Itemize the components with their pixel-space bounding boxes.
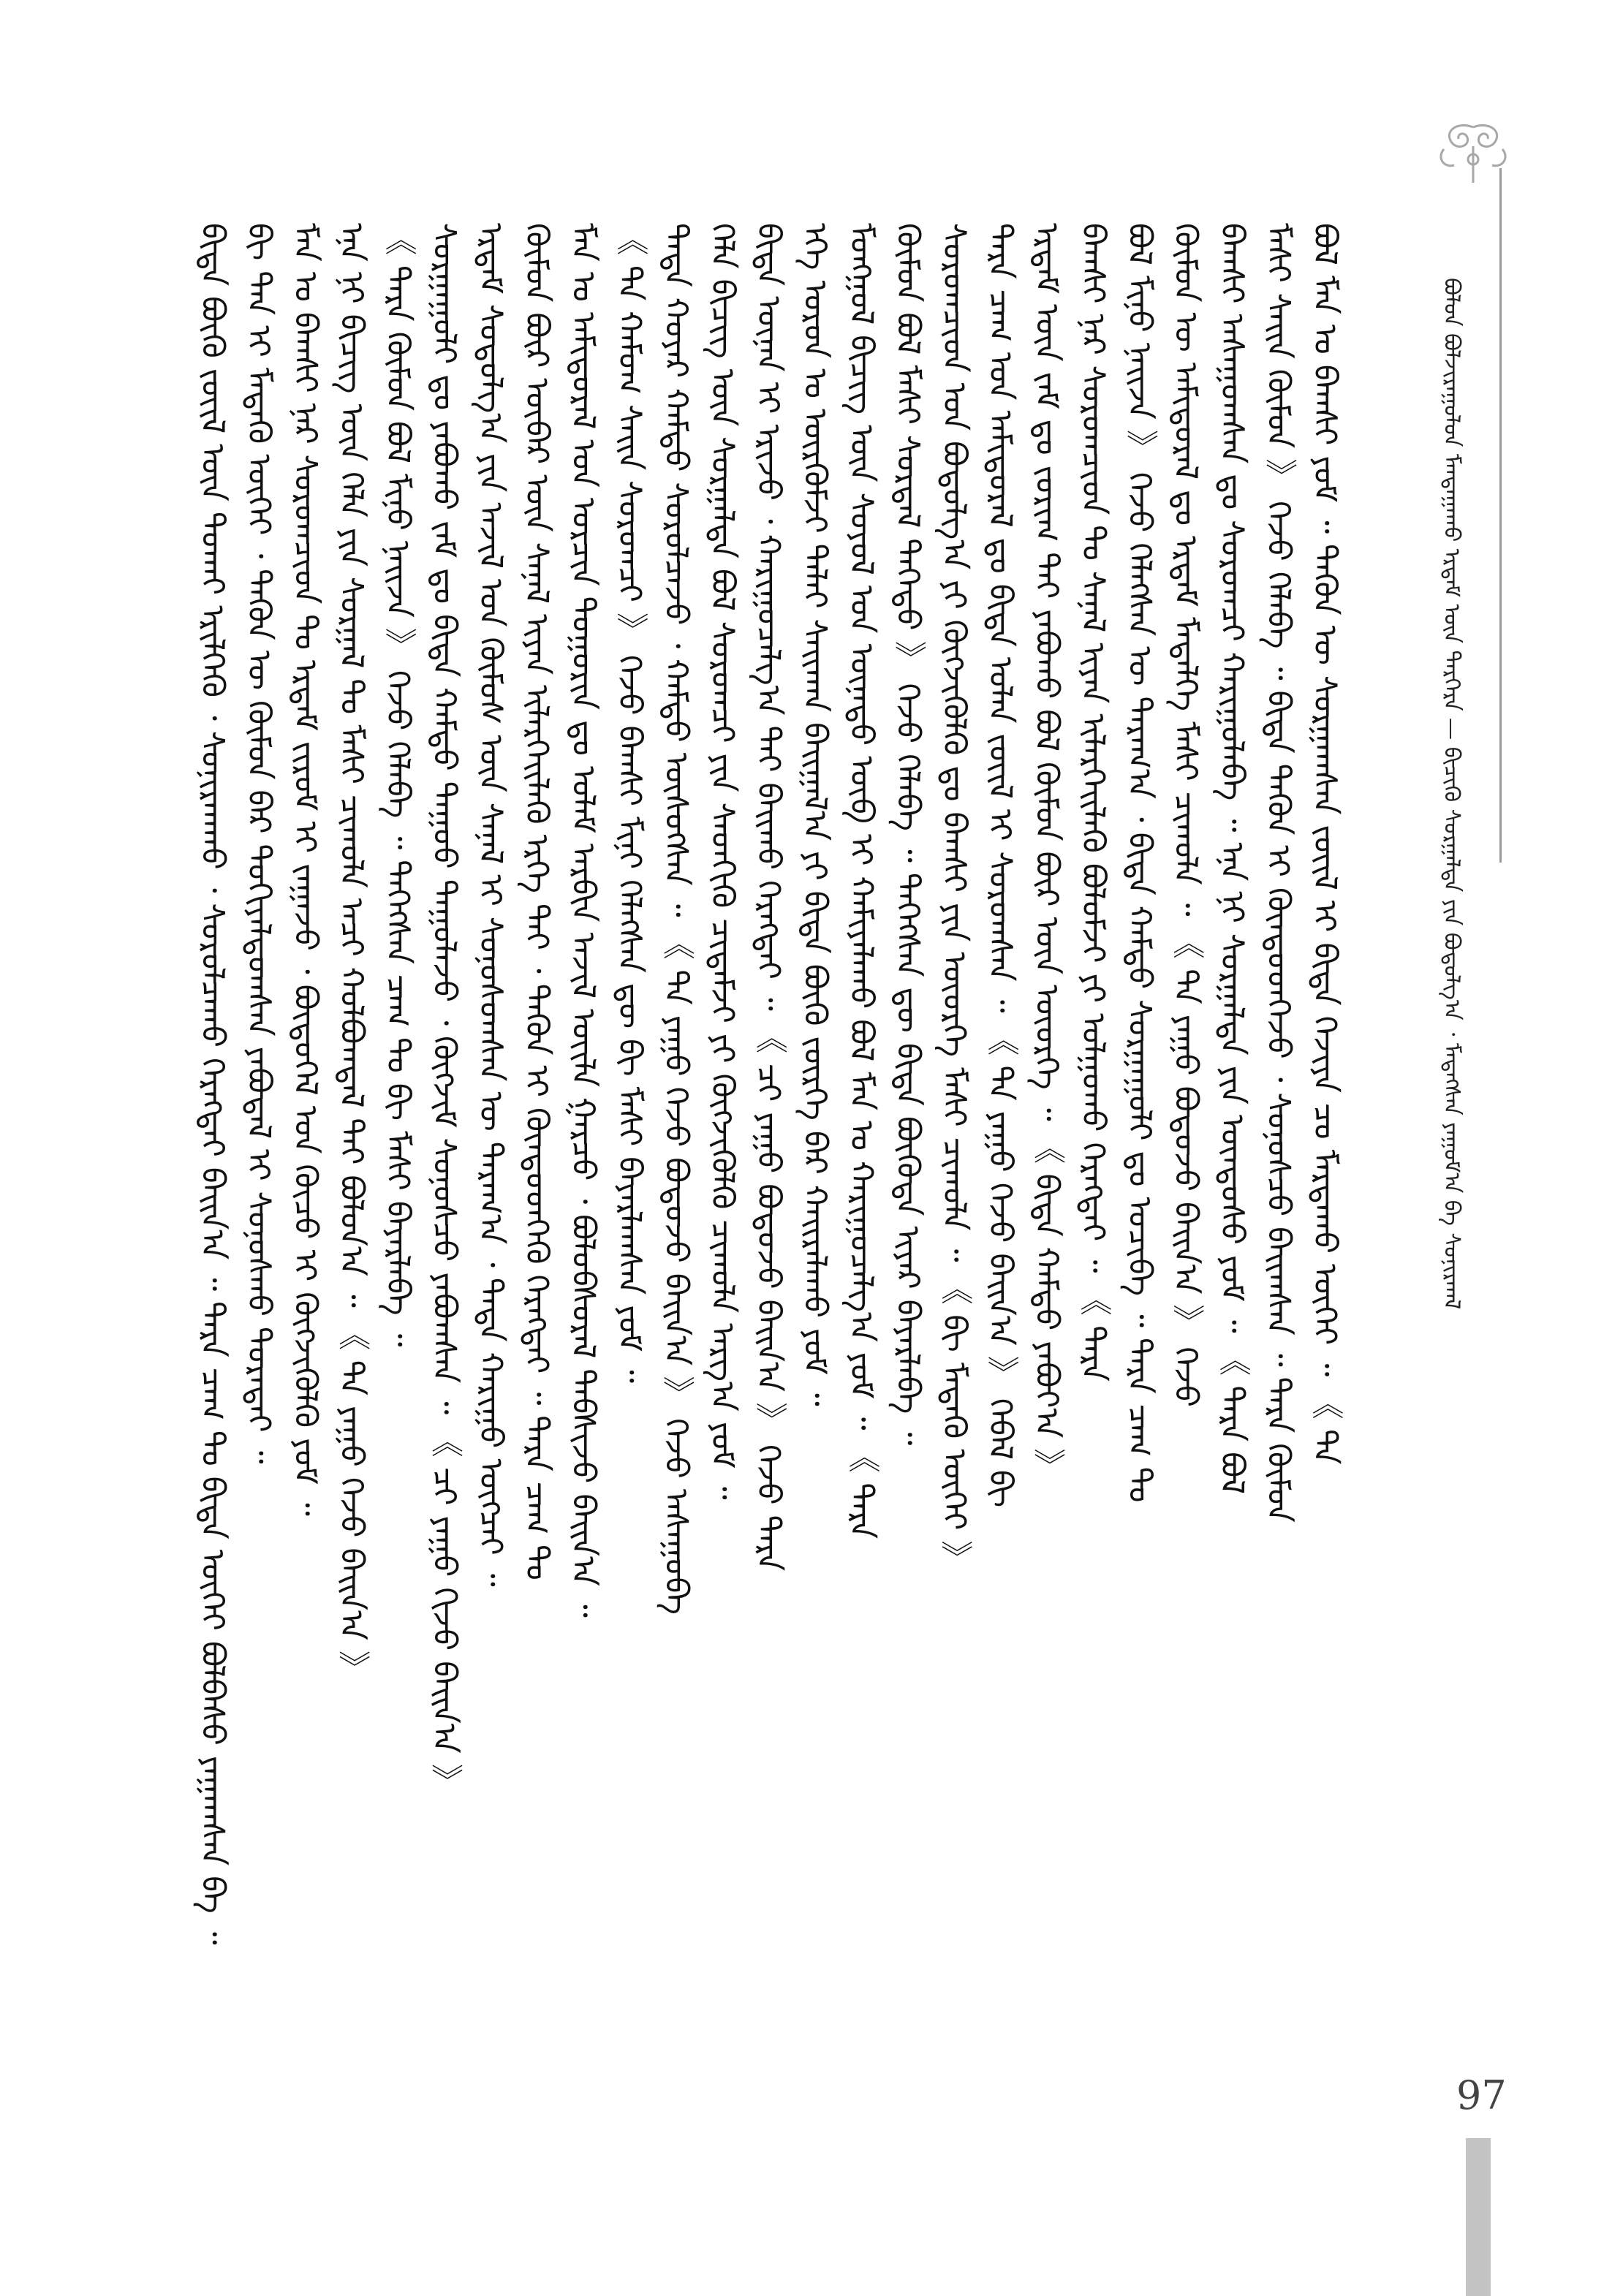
text-line: ᠮᠠᠨ ᠤ ᠠᠮᠢᠳᠤᠷᠠᠯ ᠤᠨ ᠣᠷᠴᠢᠨ ᠲᠣᠭᠣᠷᠢᠨ ᠳᠤ ᠤᠯᠠᠮ ᠠᠷᠪᠢᠨ ᠠᠵᠢᠯ ᠦᠢᠯᠡ ᠭᠠᠷᠴᠤ ᠂ ᠪᠣᠯᠤᠪᠰᠤᠷᠠᠯ ᠳᠡᠪᠰᠢᠵᠦ ᠪᠠᠢᠨ᠎ᠠ ᠃ [564, 223, 602, 1618]
text-line: ᠮᠠᠰᠢ ᠰᠠᠢᠨ ᠬᠦᠮᠦᠨ 》 ᠭᠡᠵᠦ ᠬᠡᠯᠡᠪᠡ ᠃ ᠪᠢᠳᠡ ᠲᠡᠭᠦᠨ ᠢ ᠬᠦᠨᠳᠦᠳᠬᠡᠵᠦ ᠂ ᠰᠣᠨᠣᠰᠴᠤ ᠪᠠᠢᠭᠰᠠᠨ ᠃ ᠲᠡᠷᠡ ᠬᠦᠮᠦᠨ [1259, 223, 1297, 1523]
text-line: ᠮᠣᠩᠭᠣᠯ ᠪᠢᠴᠢᠭ᠌ ᠦᠨ ᠰᠣᠶᠣᠯ ᠤᠨ ᠦᠨᠡᠲᠦ ᠥᠪ ᠢ ᠬᠠᠮᠢᠶᠠᠯᠠᠬᠤ ᠪᠣᠯ ᠮᠠᠨ ᠤ ᠬᠠᠷᠢᠭᠤᠴᠠᠯᠭ᠎ᠠ ᠶᠤᠮ ᠃ 《 ᠲᠡᠷᠡ [842, 223, 880, 1539]
text-line: ᠪᠢ ᠲᠠᠨ ᠢ ᠮᠡᠳᠡᠬᠦ ᠦᠭᠡᠢ ᠂ ᠲᠡᠭᠦᠨ ᠦ ᠬᠦᠮᠦᠨ ᠪᠠᠷ ᠲᠣᠬᠢᠶᠠᠯᠳᠤᠭᠰᠠᠨ ᠶᠠᠪᠤᠳᠠᠯ ᠢ ᠰᠣᠨᠣᠰᠬᠤ ᠳᠤᠷᠠᠲᠠᠢ ᠃ [240, 223, 278, 1464]
text-line: ᠪᠣᠯ ᠮᠢᠨᠦ ᠨᠠᠢᠵᠠ 》 ᠭᠡᠵᠦ ᠬᠡᠯᠡᠭᠰᠡᠨ ᠦ ᠳᠠᠷᠠᠭ᠎ᠠ ᠂ ᠪᠢᠳᠡ ᠬᠠᠮᠲᠤ ᠰᠤᠷᠭᠠᠭᠤᠯᠢ ᠳᠤ ᠣᠴᠢᠪᠠ ᠃ ᠲᠡᠷᠡ ᠴᠠᠭ ᠲᠤ [1120, 223, 1158, 1503]
text-line: ᠬᠡᠯᠡ ᠪᠢᠴᠢᠭ᠌ ᠦᠨ ᠰᠤᠷᠭᠠᠯᠲᠠ ᠪᠣᠯ ᠰᠤᠷᠤᠭᠴᠢ ᠶᠢᠨ ᠰᠡᠳᠬᠢᠬᠦ ᠴᠢᠳᠠᠮᠵᠢ ᠶᠢ ᠬᠥᠭᠵᠢᠭᠦᠯᠬᠦ ᠴᠢᠬᠤᠯᠠ ᠠᠷᠭ᠎ᠠ ᠶᠤᠮ ᠃ [703, 223, 741, 1500]
text-line: 《 ᠲᠠ ᠬᠠᠮᠤᠭ ᠰᠠᠢᠨ ᠰᠤᠷᠤᠭᠴᠢ 》 ᠭᠡᠵᠦ ᠪᠠᠭᠰᠢ ᠮᠢᠨᠢ ᠬᠡᠯᠡᠭᠰᠡᠨ ᠳᠦ ᠪᠢ ᠮᠠᠰᠢ ᠪᠠᠶᠠᠷᠯᠠᠭᠰᠠᠨ ᠶᠤᠮ ᠃ [610, 223, 648, 1383]
text-line: ᠪᠢᠳᠡ ᠪᠦᠬᠦ ᠵᠦᠢᠯ ᠦᠨ ᠲᠤᠬᠠᠢ ᠡᠷᠢᠯᠬᠡᠬᠦ ᠂ ᠰᠣᠨᠢᠷᠬᠠᠬᠤ ᠂ ᠰᠤᠷᠤᠯᠴᠠᠬᠤ ᠬᠡᠷᠡᠭᠲᠡᠢ ᠪᠠᠢᠨ᠎ᠠ ᠃ ᠲᠡᠷᠡ ᠴᠠᠭ ᠲᠤ ᠪᠢᠳᠡ ᠥᠭᠡᠢ ᠪᠣᠯᠪᠠᠰᠤ ᠶᠠᠭᠠᠭᠰᠠᠨ ᠪᠡ ᠃ [194, 223, 231, 1945]
text-line: ᠬᠦᠮᠦᠨ ᠦ ᠠᠮᠢᠳᠤᠷᠠᠯ ᠳᠤ ᠡᠷᠳᠡᠮ ᠮᠡᠳᠡᠯᠭᠡ ᠮᠠᠰᠢ ᠴᠢᠬᠤᠯᠠ ᠃ 《 ᠲᠠ ᠶᠠᠭᠤ ᠪᠣᠳᠣᠵᠤ ᠪᠠᠢᠨ᠎ᠠ 》 ᠭᠡᠵᠦ [1167, 223, 1205, 1408]
text-line: ᠡᠷᠳᠡᠮ ᠦᠨ ᠵᠠᠮ ᠳᠤ ᠵᠣᠷᠢᠭ ᠲᠠᠢ ᠶᠠᠪᠤᠬᠤ ᠪᠣᠯ ᠬᠦᠮᠦᠨ ᠪᠦᠷ ᠦᠨ ᠦᠦᠷᠭᠡ ᠃ 《 ᠪᠢᠳᠡ ᠬᠠᠮᠲᠤ ᠶᠠᠪᠤᠶ᠎ᠠ 》 [1028, 223, 1066, 1481]
page-number: 97 [1456, 2072, 1507, 2118]
body-text-block [192, 223, 1394, 2145]
text-line: ᠡᠷᠳᠡᠮ ᠰᠤᠳᠤᠯᠭ᠎ᠠ ᠶᠢᠨ ᠠᠵᠢᠯ ᠤᠨ ᠬᠦᠮᠦᠰ ᠦᠨ ᠰᠠᠨᠠᠯ ᠢ ᠰᠣᠨᠣᠰᠤᠭᠰᠠᠨ ᠦ ᠳᠠᠷᠠᠭ᠎ᠠ ᠂ ᠲᠡᠳᠡ ᠬᠠᠷᠢᠭᠤ ᠥᠭᠴᠡᠢ ᠃ [472, 223, 510, 1587]
running-header [1437, 278, 1495, 1389]
page-edge-tab [1466, 2138, 1491, 2296]
text-line: ᠰᠤᠷᠭᠠᠭᠤᠯᠢ ᠳᠤ ᠶᠠᠪᠤᠬᠤ ᠵᠠᠮ ᠳᠤ ᠪᠢᠳᠡ ᠬᠠᠮᠲᠤ ᠳᠠᠭᠤᠤ ᠳᠠᠭᠤᠯᠠᠵᠤ ᠂ ᠬᠥᠭᠵᠢᠮ ᠰᠣᠨᠣᠰᠴᠤ ᠶᠠᠪᠤᠭᠰᠠᠨ ᠃ 《 ᠴᠢ ᠶᠠᠭᠤ ᠬᠢᠵᠦ ᠪᠠᠢᠨ᠎ᠠ 》 [425, 223, 463, 1796]
text-line: ᠡᠬᠡ ᠣᠷᠣᠨ ᠤ ᠦᠷᠭᠦᠮᠵᠢ ᠳᠠᠯᠠᠢ ᠰᠠᠢᠬᠠᠨ ᠪᠠᠢᠭᠠᠯ᠎ᠠ ᠶᠢ ᠪᠢᠳᠡ ᠪᠦᠬᠦ ᠵᠦᠷᠬᠡ ᠪᠡᠷ ᠬᠠᠢᠷᠠᠯᠠᠬᠤ ᠶᠤᠮ ᠃ [796, 223, 834, 1406]
ornament-vertical-rule [1499, 168, 1502, 863]
text-line: ᠰᠤᠷᠤᠭᠴᠢᠳ ᠤᠨ ᠪᠣᠳᠣᠯᠭ᠎ᠠ ᠶᠢ ᠬᠥᠭᠵᠢᠭᠦᠯᠬᠦ ᠳᠤ ᠪᠠᠭᠰᠢ ᠶᠢᠨ ᠦᠦᠷᠭᠡ ᠮᠠᠰᠢ ᠴᠢᠬᠤᠯᠠ ᠃ 《 ᠪᠢ ᠮᠡᠳᠡᠬᠦ ᠥᠭᠡᠢ 》 [935, 223, 973, 1573]
text-line: ᠪᠣᠯ ᠮᠠᠨ ᠤ ᠪᠠᠭᠰᠢ ᠶᠤᠮ ᠃ ᠲᠡᠭᠦᠨ ᠦ ᠰᠤᠷᠭᠠᠭᠰᠠᠨ ᠵᠦᠢᠯ ᠢ ᠪᠢᠳᠡ ᠬᠡᠵᠢᠶᠡ ᠴᠤ ᠮᠠᠷᠲᠠᠬᠤ ᠥᠭᠡᠢ ᠃ 《 ᠲᠠ [1306, 223, 1344, 1465]
text-line: ᠲᠡᠳᠡ ᠬᠣᠶᠠᠷ ᠬᠠᠮᠲᠤ ᠰᠤᠷᠤᠯᠴᠠᠵᠤ ᠂ ᠬᠠᠮᠲᠤ ᠥᠰᠦᠭᠰᠡᠨ ᠃ 《 ᠲᠠ ᠶᠠᠭᠤ ᠭᠡᠵᠦ ᠪᠣᠳᠣᠵᠤ ᠪᠠᠢᠨ᠎ᠠ 》 ᠭᠡᠵᠦ ᠠᠰᠠᠭᠤᠪᠠ [657, 223, 695, 1615]
text-line: ᠪᠠᠭᠰᠢ ᠨᠠᠷ ᠰᠤᠷᠤᠭᠴᠢᠳ ᠲᠤ ᠰᠠᠨᠠᠯ ᠢᠶᠠᠨ ᠢᠯᠡᠷᠬᠡᠢᠯᠡᠬᠦ ᠪᠣᠯᠤᠮᠵᠢ ᠶᠢ ᠣᠯᠭᠣᠬᠤ ᠬᠡᠷᠡᠭᠲᠡᠢ ᠃ 《 ᠲᠡᠷᠡ [1074, 223, 1112, 1382]
text-line: ᠮᠠᠨ ᠤ ᠪᠠᠭᠰᠢ ᠨᠠᠷ ᠰᠤᠷᠤᠭᠴᠢᠳ ᠲᠤ ᠡᠷᠳᠡᠮ ᠵᠢᠷᠤᠮ ᠢ ᠵᠠᠭᠠᠵᠤ ᠂ ᠪᠦᠲᠦᠭᠡᠯ ᠤᠨ ᠬᠦᠴᠦ ᠢ ᠬᠥᠭᠵᠢᠭᠦᠯᠬᠦ ᠶᠤᠮ ᠃ [286, 223, 324, 1516]
text-line: ᠬᠦᠮᠦᠨ ᠪᠦᠷ ᠥᠪᠡᠷ ᠦᠨ ᠰᠠᠨᠠᠯ ᠢᠶᠠᠨ ᠢᠯᠡᠷᠬᠡᠢᠯᠡᠬᠦ ᠡᠷᠬᠡ ᠲᠠᠢ ᠂ ᠲᠡᠭᠦᠨ ᠢ ᠬᠦᠨᠳᠦᠳᠬᠡᠬᠦ ᠬᠡᠷᠡᠭᠲᠡᠢ ᠃ ᠲᠡᠷᠡ ᠴᠠᠭ ᠲᠤ [518, 223, 556, 1580]
text-line [1350, 223, 1394, 2145]
scroll-ornament-icon [1429, 117, 1510, 183]
text-line: ᠬᠦᠮᠦᠨ ᠪᠣᠯ ᠮᠠᠰᠢ ᠰᠤᠷᠲᠠᠯ ᠳᠡᠭᠡᠳᠦ 》 ᠭᠡᠵᠦ ᠬᠡᠯᠡᠪᠡ ᠃ ᠲᠡᠭᠡᠭᠰᠡᠨ ᠳᠦ ᠪᠢᠳᠡ ᠪᠦᠭᠦᠳᠡ ᠢᠶᠡᠷ ᠪᠠᠶᠠᠷᠯᠠᠪᠠ ᠃ [888, 223, 926, 1446]
text-line: ᠲᠡᠷᠡ ᠴᠠᠭ ᠤᠨ ᠠᠮᠢᠳᠤᠷᠠᠯ ᠳᠤ ᠪᠢᠳᠡ ᠣᠯᠠᠨ ᠵᠦᠢᠯ ᠢ ᠰᠤᠷᠤᠭᠰᠠᠨ ᠃ 《 ᠲᠠ ᠶᠠᠭᠤ ᠭᠡᠵᠦ ᠪᠠᠢᠨ᠎ᠠ 》 ᠭᠡᠪᠡᠯ ᠪᠢ [981, 223, 1019, 1508]
text-line: 《 ᠲᠡᠷᠡ ᠬᠦᠮᠦᠨ ᠪᠣᠯ ᠮᠢᠨᠦ ᠨᠠᠢᠵᠠ 》 ᠭᠡᠵᠦ ᠬᠡᠯᠡᠪᠡ ᠃ ᠲᠡᠭᠡᠭᠰᠡᠨ ᠴᠠᠭ ᠲᠤ ᠪᠢ ᠮᠠᠰᠢ ᠪᠠᠶᠠᠷᠯᠠᠪᠠ ᠃ [379, 223, 417, 1347]
running-header-title: ᠪᠣᠯᠤᠨ ᠪᠣᠯᠵᠢᠷᠠᠭᠤᠯᠤᠨ ᠮᠠᠨᠳᠠᠭᠠᠬᠤ ᠡᠷᠳᠡᠮ ᠦᠨ ᠲᠡᠷᠭᠡᠷᠡ [1439, 278, 1464, 711]
text-line: ᠡᠨᠡ ᠨᠢ ᠪᠢᠴᠢᠭ᠌ ᠦᠨ ᠬᠡᠯᠡ ᠶᠢᠨ ᠰᠤᠷᠭᠠᠯ ᠲᠤ ᠮᠠᠰᠢ ᠴᠢᠬᠤᠯᠠ ᠠᠴᠢ ᠬᠣᠯᠪᠣᠭᠳᠠᠯ ᠲᠠᠢ ᠪᠣᠯᠤᠨ᠎ᠠ ᠃ 《 ᠲᠠ ᠶᠠᠭᠤ ᠭᠡᠵᠦ ᠪᠠᠢᠨ᠎ᠠ 》 [333, 223, 371, 1683]
text-line: ᠪᠢᠳᠡ ᠦᠨᠡᠨ ᠢ ᠡᠷᠢᠵᠦ ᠂ ᠬᠠᠷᠢᠭᠤᠴᠠᠯᠭ᠎ᠠ ᠲᠠᠢ ᠪᠠᠢᠬᠤ ᠬᠡᠷᠡᠭᠲᠡᠢ ᠃ 《 ᠴᠢ ᠶᠠᠭᠤ ᠪᠣᠳᠣᠵᠤ ᠪᠠᠢᠨ᠎ᠠ 》 ᠭᠡᠵᠦ ᠲᠡᠷᠡ [749, 223, 787, 1572]
running-header-subtitle: ᠪᠢᠴᠢᠬᠦ ᠰᠤᠷᠭᠠᠯᠲᠠ ᠶᠢᠨ ᠪᠣᠳᠣᠯᠭ᠎ᠠ ᠂ ᠮᠡᠳᠡᠭᠰᠡᠨ ᠶᠠᠭᠤᠮ᠎ᠠ ᠪᠠ ᠰᠣᠨᠢᠷᠬᠠᠯ [1439, 746, 1464, 1310]
text-line: ᠪᠠᠭᠰᠢ ᠠᠰᠠᠭᠤᠭᠰᠠᠨ ᠳᠤ ᠰᠤᠷᠤᠭᠴᠢ ᠬᠠᠷᠢᠭᠤᠯᠠᠪᠠ ᠃ ᠡᠨᠡ ᠨᠢ ᠰᠤᠷᠭᠠᠯᠲᠠ ᠶᠢᠨ ᠦᠨᠳᠦᠰᠦ ᠶᠤᠮ ᠃ 《 ᠲᠡᠷᠡ ᠪᠣᠯ [1213, 223, 1251, 1495]
running-header-separator: — [1439, 718, 1464, 740]
